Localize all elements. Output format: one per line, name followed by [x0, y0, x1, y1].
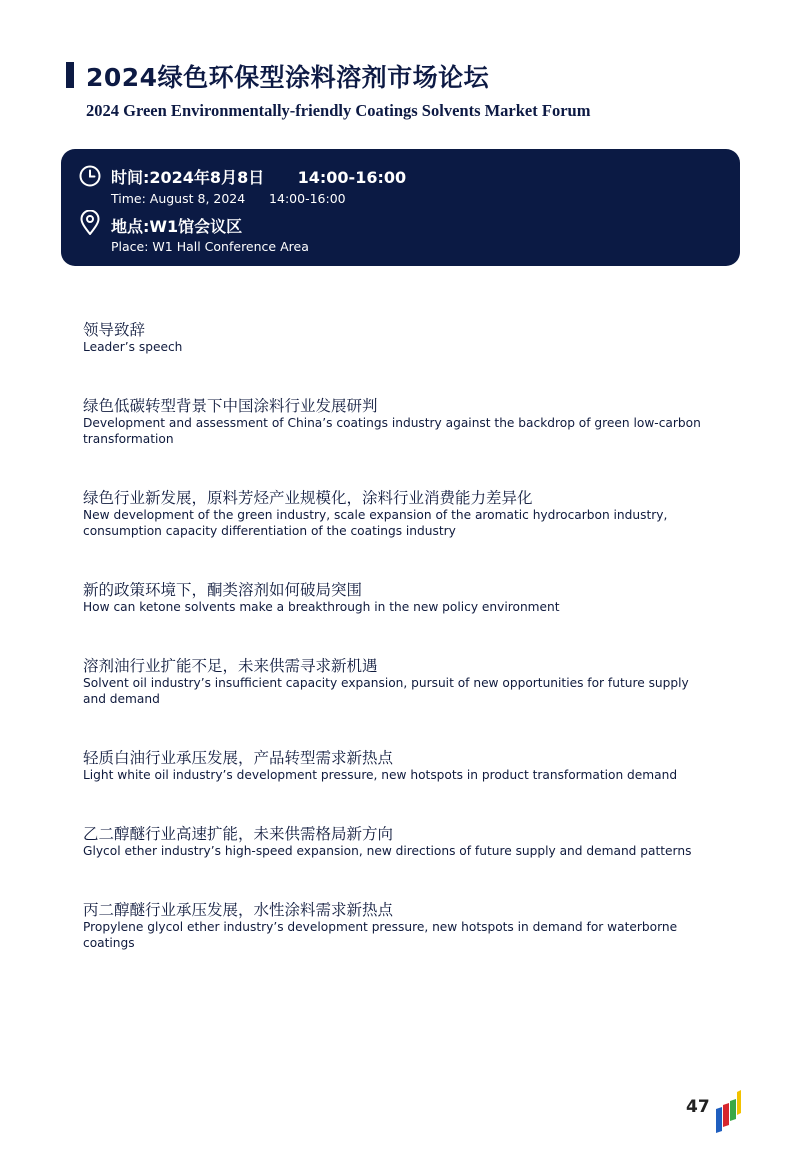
title-accent-bar [66, 62, 74, 88]
agenda-item [83, 748, 703, 784]
page-number: 47 [686, 1097, 710, 1117]
agenda-item-cn: 绿色低碳转型背景下中国涂料行业发展研判 [83, 397, 378, 415]
place-cn: 地点:W1馆会议区 [111, 217, 243, 236]
agenda-item [83, 580, 703, 616]
agenda-item-en: Solvent oil industry’s insufficient capacity expansion, pursuit of new opportunities for future supply and demand [83, 676, 689, 706]
agenda-item-en: Propylene glycol ether industry’s development pressure, new hotspots in demand for waterborne coatings [83, 920, 678, 950]
agenda-item-en: Development and assessment of China’s coatings industry against the backdrop of green low-carbon transformation [83, 416, 701, 446]
page-title: 2024绿色环保型涂料溶剂市场论坛 [86, 63, 490, 92]
agenda-item-en: New development of the green industry, scale expansion of the aromatic hydrocarbon industry, consumption capacity differentiation of the coatings industry [83, 508, 668, 538]
agenda-item-en: How can ketone solvents make a breakthrough in the new policy environment [83, 600, 560, 614]
agenda-item [83, 320, 703, 356]
time-en: Time: August 8, 2024 14:00-16:00 [111, 191, 346, 206]
agenda-item-cn: 丙二醇醚行业承压发展，水性涂料需求新热点 [83, 901, 394, 919]
agenda-item-cn: 领导致辞 [83, 321, 146, 339]
agenda-item-cn: 轻质白油行业承压发展，产品转型需求新热点 [83, 749, 394, 767]
event-info-box [61, 149, 740, 266]
agenda-item-en: Glycol ether industry’s high-speed expansion, new directions of future supply and demand patterns [83, 844, 692, 858]
logo-bar-yellow [737, 1090, 741, 1115]
logo-bar-green [730, 1099, 736, 1121]
logo-bar-red [723, 1103, 729, 1127]
agenda-item-cn: 溶剂油行业扩能不足，未来供需寻求新机遇 [83, 657, 378, 675]
agenda-item [83, 488, 703, 539]
agenda-item-cn: 乙二醇醚行业高速扩能，未来供需格局新方向 [83, 825, 394, 843]
agenda-item-en: Light white oil industry’s development pressure, new hotspots in product transformation demand [83, 768, 678, 782]
agenda-item [83, 900, 703, 951]
page-subtitle: 2024 Green Environmentally-friendly Coatings Solvents Market Forum [86, 101, 591, 120]
agenda-item-cn: 新的政策环境下，酮类溶剂如何破局突围 [83, 581, 363, 599]
time-cn: 时间:2024年8月8日 14:00-16:00 [111, 168, 407, 187]
agenda-item-en: Leader’s speech [83, 340, 183, 354]
logo-bar-blue [716, 1107, 722, 1133]
place-en: Place: W1 Hall Conference Area [111, 239, 309, 254]
clock-icon [78, 164, 102, 192]
agenda-item [83, 656, 703, 707]
agenda-item [83, 824, 703, 860]
location-pin-icon [79, 210, 101, 240]
agenda-item-cn: 绿色行业新发展，原料芳烃产业规模化，涂料行业消费能力差异化 [83, 489, 533, 507]
brand-logo-icon [714, 1089, 742, 1137]
agenda-item [83, 396, 703, 447]
